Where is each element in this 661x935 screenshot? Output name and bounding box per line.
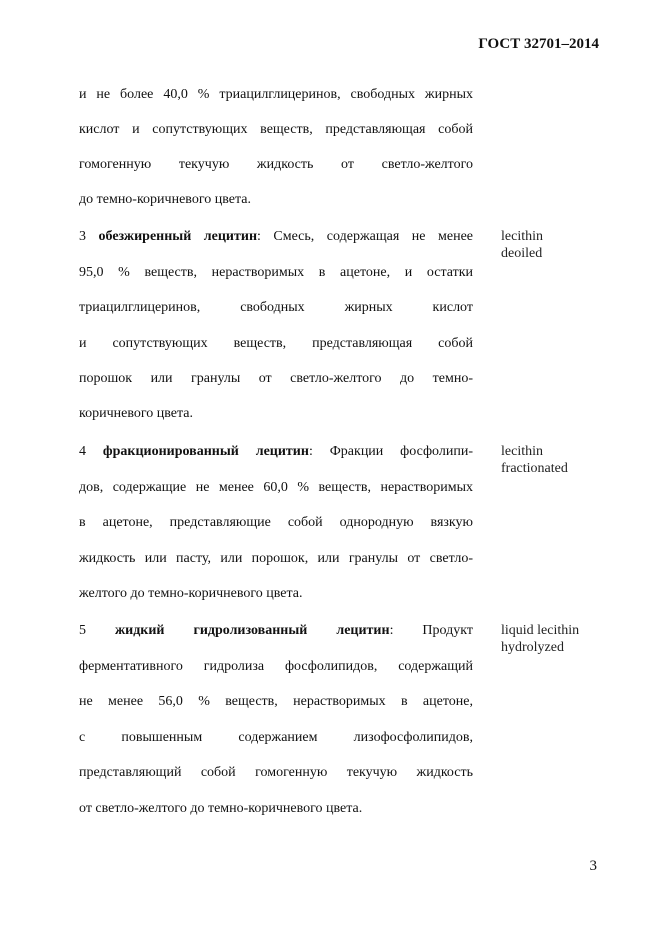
text-line: порошок или гранулы от светло-желтого до темно- [79,371,473,386]
term-name: фракционированный лецитин [102,444,309,459]
term-heading-line [79,622,473,640]
text-line: до темно-коричневого цвета. [79,192,251,207]
english-term: liquid lecithin [501,623,580,638]
english-term: hydrolyzed [501,640,564,655]
text-line: гомогенную текучую жидкость от светло-желтого [79,157,473,172]
term-name: жидкий гидролизованный лецитин [114,623,390,638]
text-line: от светло-желтого до темно-коричневого цвета. [79,801,363,816]
term-definition-start: : Смесь, содержащая не менее [257,229,474,244]
english-term: lecithin [501,444,543,459]
term-heading-line [79,443,473,461]
english-term: fractionated [501,461,568,476]
text-line: триацилглицеринов, свободных жирных кислот [79,300,473,315]
text-line: коричневого цвета. [79,406,193,421]
text-line: жидкость или пасту, или порошок, или гранулы от светло- [79,551,473,566]
term-number: 3 [79,229,86,244]
term-number: 5 [79,623,86,638]
english-term: lecithin [501,229,543,244]
text-line: и сопутствующих веществ, представляющая собой [79,336,473,351]
text-line: с повышенным содержанием лизофосфолипидов, [79,730,473,745]
page-header: ГОСТ 32701–2014 [478,36,599,52]
term-definition-start: : Продукт [389,623,473,638]
term-name: обезжиренный лецитин [98,229,258,244]
term-number: 4 [79,444,86,459]
text-line: представляющий собой гомогенную текучую жидкость [79,765,473,780]
text-line: и не более 40,0 % триацилглицеринов, свободных жирных [79,87,473,102]
term-definition-start: : Фракции фосфолипи- [308,444,474,459]
text-line: желтого до темно-коричневого цвета. [79,586,303,601]
text-line: не менее 56,0 % веществ, нерастворимых в ацетоне, [79,694,473,709]
text-line: в ацетоне, представляющие собой однородную вязкую [79,515,473,530]
text-line: кислот и сопутствующих веществ, представляющая собой [79,122,473,137]
english-term: deoiled [501,246,543,261]
text-line: ферментативного гидролиза фосфолипидов, содержащий [79,659,473,674]
text-line: 95,0 % веществ, нерастворимых в ацетоне, и остатки [79,265,473,280]
text-line: дов, содержащие не менее 60,0 % веществ, нерастворимых [79,480,473,495]
term-heading-line [79,228,473,246]
page-number: 3 [589,858,597,874]
